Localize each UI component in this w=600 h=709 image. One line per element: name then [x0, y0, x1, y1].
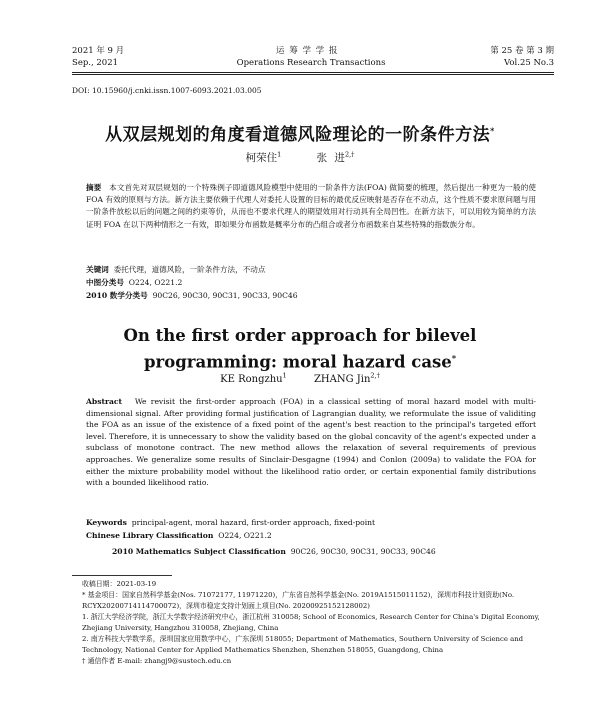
doi: DOI: 10.15960/j.cnki.issn.1007-6093.2021.03.005	[72, 86, 262, 95]
header-volume-cn: 第 25 卷 第 3 期	[490, 46, 554, 56]
journal-name-cn: 运 筹 学 学 报	[276, 46, 339, 56]
cn-abstract-label: 摘要	[86, 183, 102, 192]
en-clc: Chinese Library Classification O224, O221.2	[86, 531, 272, 540]
received-date: 收稿日期：2021-03-19	[82, 580, 157, 588]
affiliation-1: 1. 浙江大学经济学院，浙江大学数字经济研究中心，浙江杭州 310058; School of Economics, Research Center for China's Digital Economy, Zhejiang University, Hangzhou 310058, Zhejiang, China	[82, 613, 540, 632]
en-keywords: Keywords principal-agent, moral hazard, first-order approach, fixed-point	[86, 518, 376, 527]
cn-title-mark: *	[490, 125, 495, 136]
cn-keywords: 关键词 委托代理，道德风险，一阶条件方法，不动点	[86, 265, 266, 274]
en-msc: 2010 Mathematics Subject Classification 90C26, 90C30, 90C31, 90C33, 90C46	[112, 547, 436, 556]
corresponding-author: † 通信作者 E-mail: zhangj9@sustech.edu.cn	[82, 657, 232, 665]
cn-authors	[0, 150, 600, 165]
footnotes	[72, 579, 554, 667]
journal-name-en: Operations Research Transactions	[236, 58, 386, 68]
running-header-line1	[72, 44, 554, 56]
en-title-line1: On the first order approach for bilevel	[123, 326, 477, 345]
affiliation-2: 2. 南方科技大学数学系，深圳国家应用数学中心，广东深圳 518055; Department of Mathematics, Southern University of Science and Technology, National Center for Applied Mathematics Shenzhen, Shenzhen 518055, Guangdong, China	[82, 635, 524, 654]
cn-abstract	[86, 182, 536, 231]
cn-title	[0, 120, 600, 145]
en-abstract	[86, 396, 536, 489]
en-title-line2: programming: moral hazard case	[143, 352, 452, 372]
cn-title-text: 从双层规划的角度看道德风险理论的一阶条件方法	[105, 125, 491, 145]
en-abstract-text: We revisit the first-order approach (FOA) in a classical setting of moral hazard model with multi-dimensional signal. After providing formal justification of Lagrangian duality, we reformulate the issue of validiting the FOA as an issue of the existence of a fixed point of the agent's best reaction to the principal's targeted effort level. Therefore, it is unnecessary to show the validity based on the global concavity of the agent's expected under a subclass of monotone contract. The new method allows the relaxation of several requirements of previous approaches. We generalize some results of Sinclair-Desgagne (1994) and Conlon (2009a) to validate the FOA for either the mixture probability model without the likelihood ratio order, or certain exponential family distributions with a bounded likelihood ratio.	[86, 397, 536, 488]
header-rule-thin	[72, 74, 554, 75]
header-volume-en: Vol.25 No.3	[504, 58, 554, 68]
running-header-line2	[72, 58, 554, 68]
header-date-en: Sep., 2021	[72, 58, 119, 68]
header-rule	[72, 72, 554, 73]
cn-msc: 2010 数学分类号 90C26, 90C30, 90C31, 90C33, 90C46	[86, 291, 298, 300]
footnote-rule	[72, 575, 172, 576]
cn-abstract-text: 本文首先对双层规划的一个特殊例子即道德风险模型中使用的一阶条件方法(FOA) 做简要的梳理，然后提出一种更为一般的使 FOA 有效的原则与方法。新方法主要依赖于代理人对委托人设置的目标的最优反应映射是否存在不动点，这个性质不要求原问题与用一阶条件放松以后的问题之间的约束等价，从而也不要求代理人的期望效用对行动具有全局凹性。在新方法下，可以用较为简单的方法证明 FOA 在以下两种情形之一有效，即如果分布函数是概率分布的凸组合或者分布函数来自某些特殊的指数族分布。	[86, 183, 537, 229]
header-date-cn: 2021 年 9 月	[72, 46, 125, 56]
en-abstract-label: Abstract	[86, 397, 123, 406]
fund-note: * 基金项目：国家自然科学基金(Nos. 71072177, 11971220)，广东省自然科学基金(No. 2019A1515011152)，深圳市科技计划资助(No. RCYX20200714114700072)，深圳市稳定支持计划面上项目(No. 20200925152128002)	[82, 591, 515, 610]
en-title-mark: *	[451, 353, 456, 363]
en-authors	[0, 372, 600, 385]
en-author-1: KE Rongzhu$^1$	[220, 372, 287, 386]
cn-author-2: 张 进$^{2,\dagger}$	[316, 150, 355, 164]
en-title	[0, 325, 600, 374]
cn-clc: 中图分类号 O224, O221.2	[86, 278, 183, 287]
en-author-2: ZHANG Jin$^{2,\dagger}$	[313, 372, 380, 386]
en-keywords-text: principal-agent, moral hazard, first-order approach, fixed-point	[131, 518, 376, 527]
cn-author-1: 柯荣住$^1$	[245, 150, 282, 164]
cn-keywords-text: 委托代理，道德风险，一阶条件方法，不动点	[113, 265, 266, 274]
